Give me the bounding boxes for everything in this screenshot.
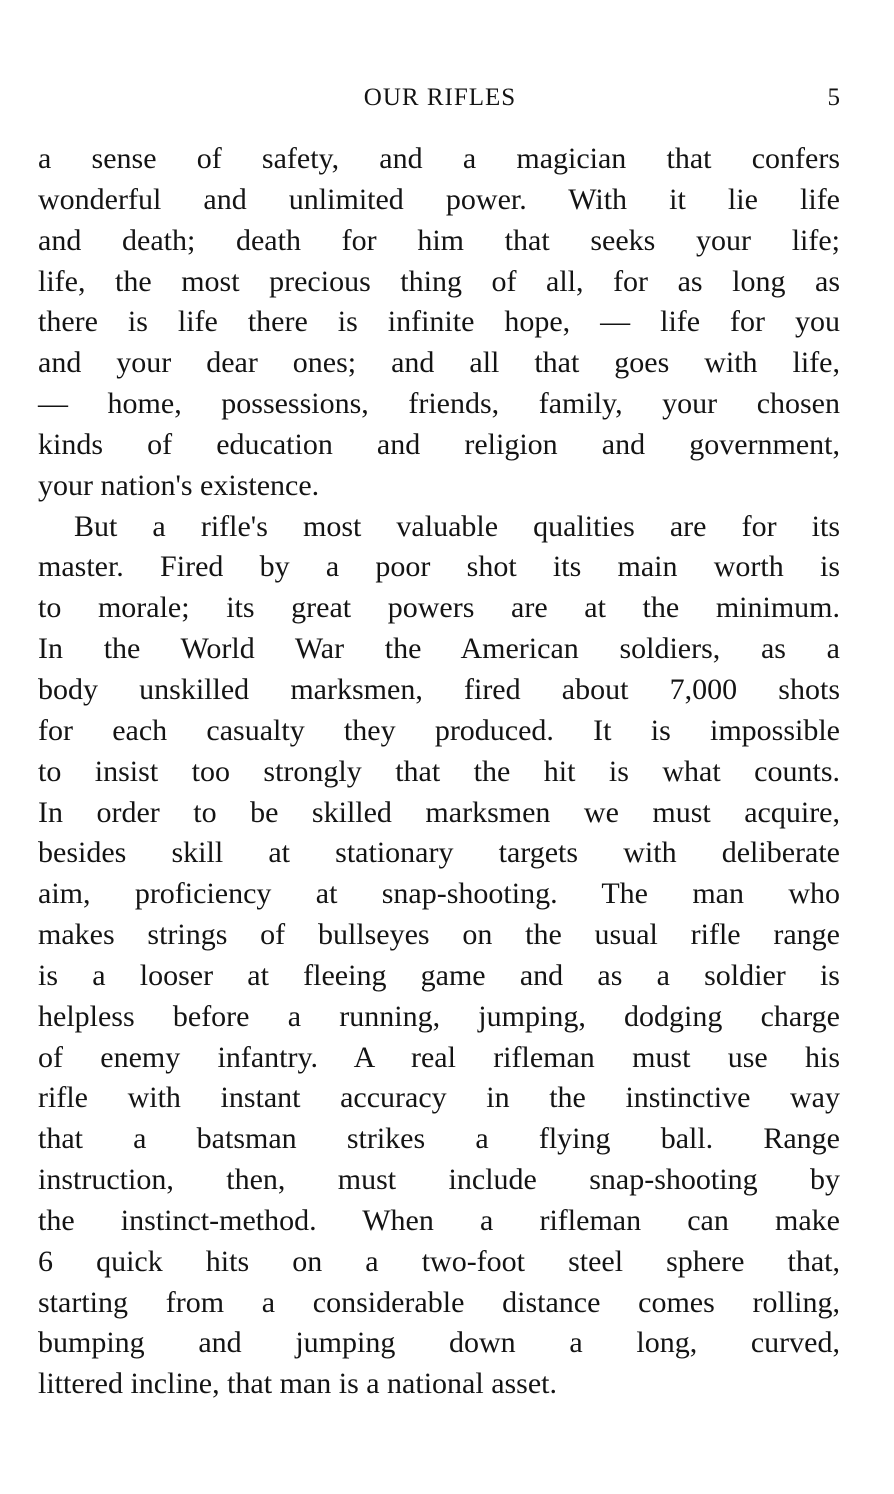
text-line: In order to be skilled marksmen we must acquire, [38, 795, 840, 829]
paragraph-2 [38, 507, 840, 1406]
running-head [38, 82, 842, 114]
text-line: master. Fired by a poor shot its main worth is [38, 550, 840, 584]
running-title: OUR RIFLES [363, 84, 517, 111]
text-line: wonderful and unlimited power. With it lie life [38, 182, 840, 216]
text-line: — home, possessions, friends, family, your chosen [38, 387, 840, 421]
text-line: littered incline, that man is a national asset. [38, 1367, 558, 1401]
paragraph-1 [38, 139, 840, 507]
text-line: 6 quick hits on a two-foot steel sphere that, [38, 1244, 840, 1278]
body-text [38, 139, 840, 1405]
text-line: body unskilled marksmen, fired about 7,000 shots [38, 672, 840, 706]
text-line: kinds of education and religion and government, [38, 427, 840, 461]
text-line: to insist too strongly that the hit is what counts. [38, 754, 840, 788]
text-line: that a batsman strikes a flying ball. Range [38, 1122, 840, 1156]
text-line: is a looser at fleeing game and as a soldier is [38, 958, 840, 992]
text-line: life, the most precious thing of all, for as long as [38, 264, 840, 298]
text-line: of enemy infantry. A real rifleman must use his [38, 1040, 840, 1074]
text-line: helpless before a running, jumping, dodging charge [38, 999, 840, 1033]
text-line: the instinct-method. When a rifleman can make [38, 1203, 840, 1237]
text-line: and death; death for him that seeks your life; [38, 223, 840, 257]
text-line: a sense of safety, and a magician that confers [38, 142, 840, 175]
text-line: besides skill at stationary targets with deliberate [38, 836, 840, 870]
text-line: bumping and jumping down a long, curved, [38, 1326, 840, 1360]
text-line: instruction, then, must include snap-shooting by [38, 1163, 840, 1197]
text-line: for each casualty they produced. It is impossible [38, 713, 840, 747]
page-number: 5 [827, 84, 840, 111]
text-line: rifle with instant accuracy in the instinctive way [38, 1081, 840, 1115]
text-line: your nation's existence. [38, 468, 320, 502]
text-line: But a rifle's most valuable qualities are for its [74, 509, 840, 543]
text-line: starting from a considerable distance comes rolling, [38, 1285, 840, 1319]
text-line: there is life there is infinite hope, — life for you [38, 305, 840, 339]
text-line: makes strings of bullseyes on the usual rifle range [38, 918, 840, 952]
text-line: to morale; its great powers are at the minimum. [38, 591, 840, 625]
text-line: In the World War the American soldiers, as a [38, 632, 840, 666]
text-line: and your dear ones; and all that goes with life, [38, 346, 840, 380]
text-line: aim, proficiency at snap-shooting. The man who [38, 877, 840, 911]
